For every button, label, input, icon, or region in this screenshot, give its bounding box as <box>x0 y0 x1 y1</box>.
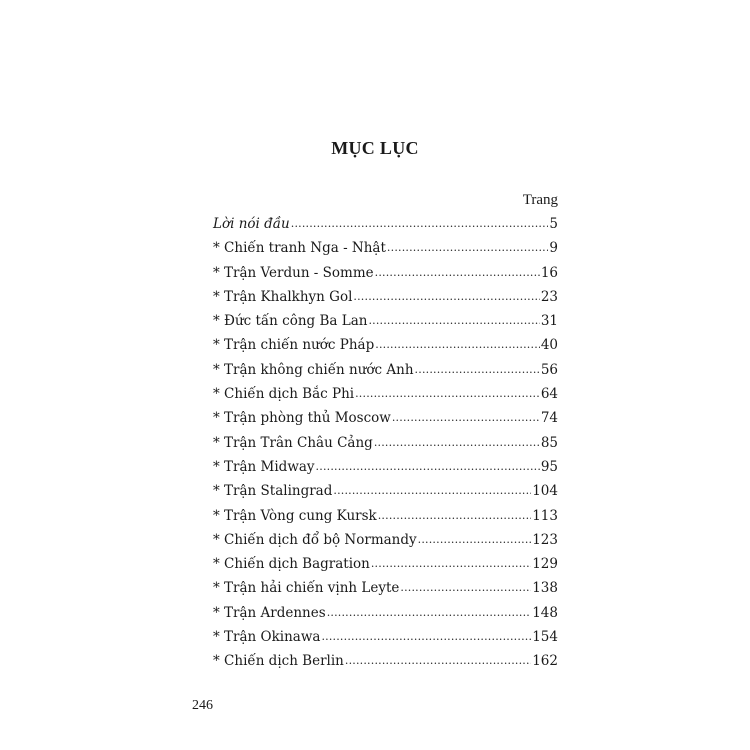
toc-entry <box>213 236 558 260</box>
dot-leader <box>392 405 540 430</box>
toc-entry <box>213 309 558 333</box>
toc-entry-title: * Trận Khalkhyn Gol <box>213 288 353 305</box>
toc-entry-page: 162 <box>532 653 558 670</box>
toc-entry-page: 104 <box>532 483 558 500</box>
toc-entry <box>213 576 558 600</box>
toc-entry-page: 154 <box>532 629 558 646</box>
toc-entry-title: * Trận Stalingrad <box>213 483 333 500</box>
dot-leader <box>375 332 540 357</box>
toc-entry-page: 64 <box>540 386 558 403</box>
toc-entry-page: 148 <box>532 604 558 621</box>
toc-entry-title: * Trận phòng thủ Moscow <box>213 410 391 427</box>
toc-entry-title: * Chiến dịch Berlin <box>213 653 344 670</box>
toc-entry-page: 56 <box>540 361 558 378</box>
toc-entry-page: 16 <box>540 264 558 281</box>
toc-entry-page: 40 <box>540 337 558 354</box>
toc-entry-title: * Chiến dịch Bagration <box>213 556 370 573</box>
toc-entry-title: Lời nói đầu <box>213 216 290 232</box>
dot-leader <box>316 454 540 479</box>
toc-entry-page: 9 <box>549 240 558 257</box>
toc-entry <box>213 406 558 430</box>
dot-leader <box>378 503 531 528</box>
toc-entries <box>213 212 558 674</box>
toc-entry-page: 129 <box>532 556 558 573</box>
dot-leader <box>371 551 531 576</box>
toc-entry <box>213 479 558 503</box>
toc-entry-title: * Chiến tranh Nga - Nhật <box>213 240 386 257</box>
toc-entry <box>213 504 558 528</box>
toc-entry-title: * Trận Verdun - Somme <box>213 264 374 281</box>
dot-leader <box>375 260 540 285</box>
page-number: 246 <box>192 698 213 713</box>
dot-leader <box>353 284 539 309</box>
toc-entry-page: 85 <box>540 434 558 451</box>
toc-entry-title: * Đức tấn công Ba Lan <box>213 313 368 330</box>
toc-entry-page: 95 <box>540 458 558 475</box>
toc-entry-title: * Trận chiến nước Pháp <box>213 337 375 354</box>
dot-leader <box>333 478 531 503</box>
dot-leader <box>355 381 540 406</box>
toc-entry <box>213 601 558 625</box>
dot-leader <box>415 357 540 382</box>
toc-entry-title: * Trận Vòng cung Kursk <box>213 507 377 524</box>
dot-leader <box>368 308 539 333</box>
toc-entry-title: * Trận không chiến nước Anh <box>213 361 414 378</box>
toc-entry-title: * Trận Ardennes <box>213 604 326 621</box>
toc-entry-title: * Trận Trân Châu Cảng <box>213 434 373 451</box>
toc-entry <box>213 212 558 236</box>
dot-leader <box>345 648 531 673</box>
toc-entry-page: 138 <box>532 580 558 597</box>
toc-entry <box>213 552 558 576</box>
toc-entry <box>213 358 558 382</box>
dot-leader <box>374 430 540 455</box>
dot-leader <box>418 527 532 552</box>
toc-entry <box>213 261 558 285</box>
toc-entry <box>213 455 558 479</box>
toc-entry <box>213 431 558 455</box>
toc-entry <box>213 528 558 552</box>
toc-entry-page: 23 <box>540 288 558 305</box>
page-column-header: Trang <box>522 192 558 208</box>
toc-entry-page: 113 <box>532 507 558 524</box>
dot-leader <box>387 235 548 260</box>
toc-entry-title: * Trận Midway <box>213 458 315 475</box>
dot-leader <box>291 211 549 236</box>
toc-entry-title: * Trận hải chiến vịnh Leyte <box>213 580 400 597</box>
toc-entry <box>213 333 558 357</box>
toc-entry <box>213 625 558 649</box>
toc-entry <box>213 285 558 309</box>
dot-leader <box>321 624 531 649</box>
toc-entry-title: * Chiến dịch Bắc Phi <box>213 386 355 403</box>
toc-entry-title: * Chiến dịch đổ bộ Normandy <box>213 531 417 548</box>
table-of-contents <box>213 188 558 674</box>
toc-entry-page: 123 <box>532 531 558 548</box>
toc-entry-page: 31 <box>540 313 558 330</box>
toc-entry <box>213 649 558 673</box>
toc-entry-page: 5 <box>549 216 558 232</box>
dot-leader <box>400 575 531 600</box>
page-title: MỤC LỤC <box>331 138 419 158</box>
toc-entry <box>213 382 558 406</box>
dot-leader <box>327 600 532 625</box>
toc-entry-page: 74 <box>540 410 558 427</box>
toc-entry-title: * Trận Okinawa <box>213 629 321 646</box>
